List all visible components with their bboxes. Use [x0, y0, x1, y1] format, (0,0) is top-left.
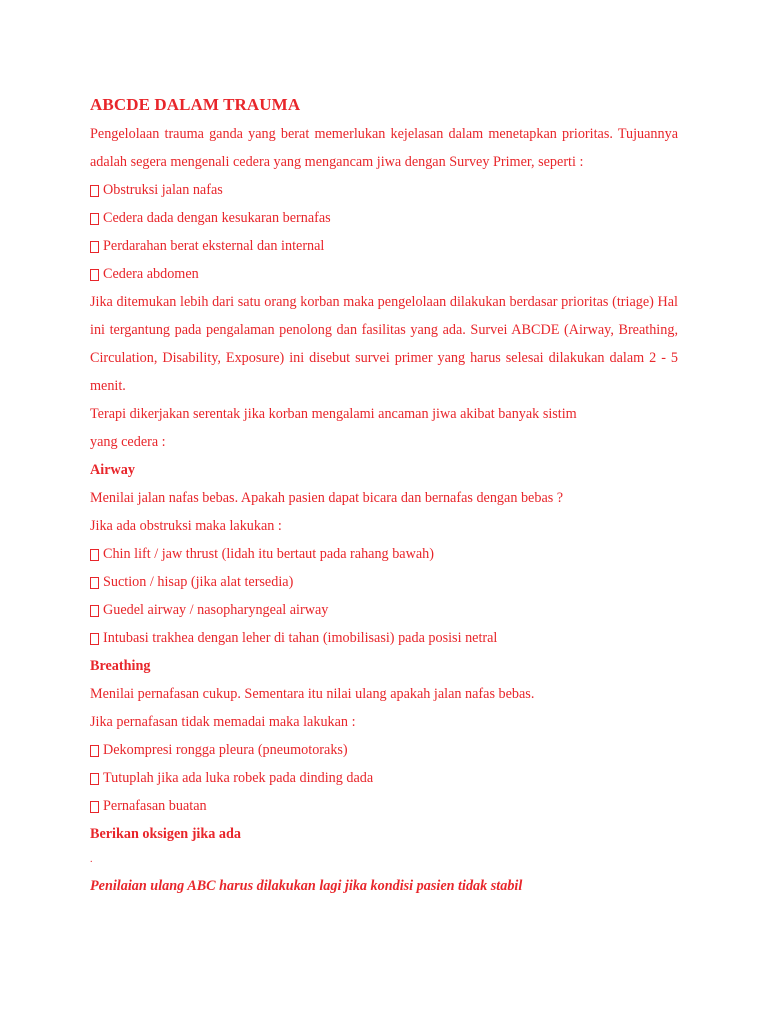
- breathing-assessment: Menilai pernafasan cukup. Sementara itu nilai ulang apakah jalan nafas bebas.: [90, 686, 535, 702]
- list-item-text: Cedera abdomen: [103, 266, 199, 282]
- list-item-text: Dekompresi rongga pleura (pneumotoraks): [103, 742, 348, 758]
- bullet-box-icon: [90, 801, 99, 813]
- bullet-box-icon: [90, 605, 99, 617]
- list-item: [90, 624, 678, 652]
- list-item: [90, 260, 678, 288]
- therapy-line-continued: yang cedera :: [90, 434, 166, 450]
- airway-heading: Airway: [90, 462, 135, 478]
- bullet-box-icon: [90, 213, 99, 225]
- list-item-text: Suction / hisap (jika alat tersedia): [103, 574, 294, 590]
- airway-list: [90, 540, 678, 652]
- separator-dot: .: [90, 854, 93, 865]
- oxygen-heading: Berikan oksigen jika ada: [90, 826, 241, 842]
- list-item: [90, 596, 678, 624]
- list-item: [90, 568, 678, 596]
- bullet-box-icon: [90, 577, 99, 589]
- breathing-heading: Breathing: [90, 658, 151, 674]
- primary-survey-list: [90, 176, 678, 288]
- bullet-box-icon: [90, 549, 99, 561]
- bullet-box-icon: [90, 269, 99, 281]
- list-item-text: Obstruksi jalan nafas: [103, 182, 223, 198]
- bullet-box-icon: [90, 241, 99, 253]
- bullet-box-icon: [90, 773, 99, 785]
- list-item: [90, 540, 678, 568]
- list-item-text: Perdarahan berat eksternal dan internal: [103, 238, 325, 254]
- list-item: [90, 204, 678, 232]
- document-page: [90, 93, 678, 900]
- list-item-text: Chin lift / jaw thrust (lidah itu bertaut pada rahang bawah): [103, 546, 434, 562]
- final-note: Penilaian ulang ABC harus dilakukan lagi jika kondisi pasien tidak stabil: [90, 878, 523, 894]
- list-item: [90, 176, 678, 204]
- bullet-box-icon: [90, 633, 99, 645]
- list-item: [90, 792, 678, 820]
- list-item: [90, 736, 678, 764]
- list-item-text: Tutuplah jika ada luka robek pada dinding dada: [103, 770, 374, 786]
- breathing-list: [90, 736, 678, 820]
- list-item: [90, 232, 678, 260]
- breathing-action-intro: Jika pernafasan tidak memadai maka lakukan :: [90, 714, 356, 730]
- therapy-line: Terapi dikerjakan serentak jika korban mengalami ancaman jiwa akibat banyak sistim: [90, 406, 577, 422]
- list-item: [90, 764, 678, 792]
- triage-paragraph: Jika ditemukan lebih dari satu orang korban maka pengelolaan dilakukan berdasar prioritas (triage) Hal ini tergantung pada pengalaman penolong dan fasilitas yang ada. Survei ABCDE (Airway, Breathing, Circulation, Disability, Exposure) ini disebut survei primer yang harus selesai dilakukan dalam 2 - 5 menit.: [90, 294, 678, 394]
- document-title: ABCDE DALAM TRAUMA: [90, 95, 301, 114]
- intro-paragraph: Pengelolaan trauma ganda yang berat memerlukan kejelasan dalam menetapkan prioritas. Tujuannya adalah segera mengenali cedera yang mengancam jiwa dengan Survey Primer, seperti :: [90, 126, 678, 170]
- list-item-text: Intubasi trakhea dengan leher di tahan (imobilisasi) pada posisi netral: [103, 630, 498, 646]
- airway-assessment: Menilai jalan nafas bebas. Apakah pasien dapat bicara dan bernafas dengan bebas ?: [90, 490, 564, 506]
- list-item-text: Cedera dada dengan kesukaran bernafas: [103, 210, 331, 226]
- list-item-text: Pernafasan buatan: [103, 798, 207, 814]
- list-item-text: Guedel airway / nasopharyngeal airway: [103, 602, 329, 618]
- bullet-box-icon: [90, 185, 99, 197]
- airway-action-intro: Jika ada obstruksi maka lakukan :: [90, 518, 282, 534]
- bullet-box-icon: [90, 745, 99, 757]
